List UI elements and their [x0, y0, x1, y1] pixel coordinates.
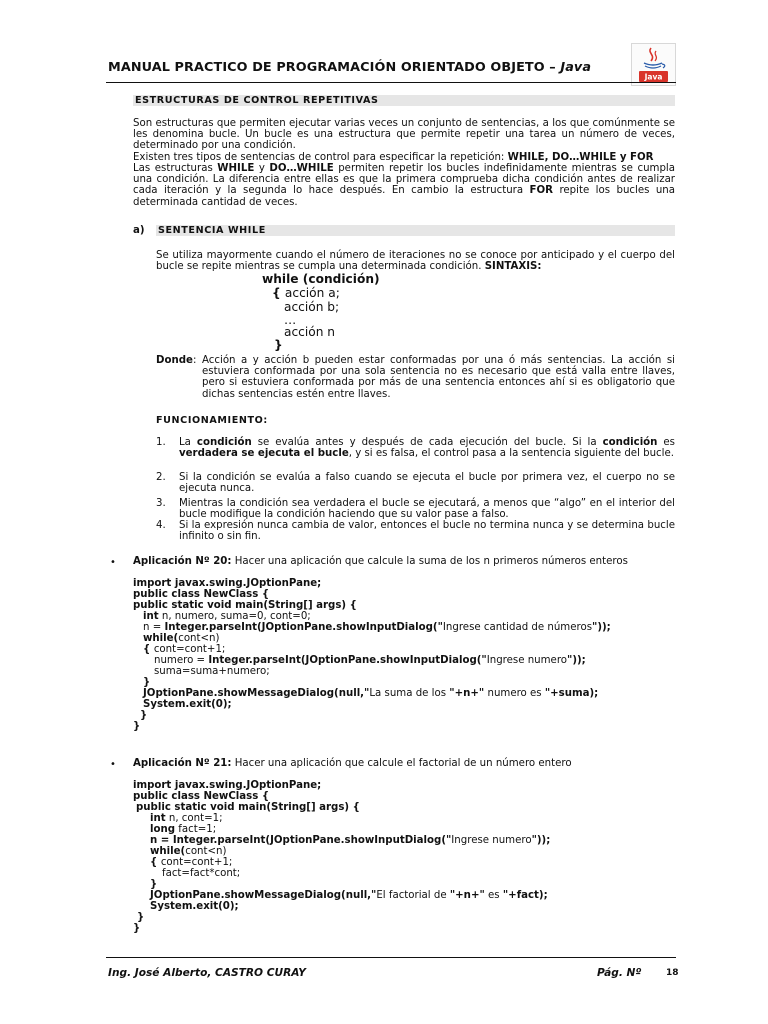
code-line: public static void main(String[] args) { [136, 802, 360, 813]
list-item-number: 1. [156, 437, 166, 448]
bullet-app-20: • [110, 557, 116, 568]
code-line: JOptionPane.showMessageDialog(null,"La suma de los "+n+" numero es "+suma); [143, 688, 599, 699]
code-line: } [133, 923, 141, 934]
code-line: } [133, 721, 141, 732]
code-line: System.exit(0); [143, 699, 232, 710]
donde-label: Donde [156, 355, 193, 366]
code-line: } [150, 879, 158, 890]
code-line: fact=fact*cont; [162, 868, 241, 879]
app-21-statement: Aplicación Nº 21: Hacer una aplicación que calcule el factorial de un número entero [133, 758, 572, 769]
code-line: numero = Integer.parseInt(JOptionPane.showInputDialog("Ingrese numero")); [154, 655, 586, 666]
code-line: public class NewClass { [133, 589, 270, 600]
donde-text: Acción a y acción b pueden estar conformadas por una ó más sentencias. La acción si estuviera conformada por una sola sentencia no es necesario que está valla entre llaves, pero si estuviera conformada por más de una sentencia entonces ahí si es obligatorio que dichas sentencias estén entre llaves. [202, 355, 675, 400]
list-item-1-text: La condición se evalúa antes y después de cada ejecución del bucle. Si la condición es verdadera se ejecuta el bucle, y si es falsa, el control pasa a la sentencia siguiente del bucle. [179, 437, 675, 460]
paragraph-intro: Son estructuras que permiten ejecutar varias veces un conjunto de sentencias, a los que comúnmente se les denomina bucle. Un bucle es una estructura que permite repetir una tarea un número de veces, determinado por una condición. [133, 118, 675, 152]
syntax-ellipsis: … [284, 313, 297, 327]
bullet-app-21: • [110, 759, 116, 770]
donde-colon: : [193, 355, 197, 366]
paragraph-while-dowhile: Las estructuras WHILE y DO…WHILE permiten repetir los bucles indefinidamente mientras se cumpla una condición. La diferencia entre ellas es que la primera comprueba dicha condición antes de realizar cada iteración y la segunda lo hace después. En cambio la estructura FOR repite los bucles una determinada cantidad de veces. [133, 163, 675, 208]
java-cup-icon [632, 44, 675, 85]
footer-author: Ing. José Alberto, CASTRO CURAY [108, 967, 306, 979]
paragraph-while-intro: Se utiliza mayormente cuando el número de iteraciones no se conoce por anticipado y el cuerpo del bucle se repite mientras se cumpla una determinada condición. SINTAXIS: [156, 250, 675, 273]
header-title-language: Java [560, 60, 592, 75]
code-line: import javax.swing.JOptionPane; [133, 578, 322, 589]
code-line: import javax.swing.JOptionPane; [133, 780, 322, 791]
footer-page-number: 18 [666, 968, 679, 978]
logo-text: Java [644, 72, 663, 82]
footer-rule [106, 957, 676, 958]
code-line: int n, cont=1; [150, 813, 223, 824]
code-line: n = Integer.parseInt(JOptionPane.showInputDialog("Ingrese numero")); [150, 835, 551, 846]
code-line: n = Integer.parseInt(JOptionPane.showInputDialog("Ingrese cantidad de números")); [143, 622, 611, 633]
syntax-close-brace: } [274, 338, 283, 352]
code-line: long fact=1; [150, 824, 217, 835]
code-line: while(cont<n) [150, 846, 227, 857]
list-item-3-text: Mientras la condición sea verdadera el bucle se ejecutará, a menos que “algo” en el interior del bucle modifique la condición haciendo que su valor pase a falso. [179, 498, 675, 521]
syntax-action-a: { acción a; [272, 286, 340, 300]
page-header-title [108, 60, 591, 75]
section-letter: a) [133, 225, 145, 236]
funcionamiento-heading: FUNCIONAMIENTO: [156, 415, 268, 426]
code-line: System.exit(0); [150, 901, 239, 912]
section-heading-while: SENTENCIA WHILE [156, 225, 675, 236]
code-line: JOptionPane.showMessageDialog(null,"El factorial de "+n+" es "+fact); [150, 890, 548, 901]
code-line: } [140, 710, 148, 721]
list-item-2-text: Si la condición se evalúa a falso cuando se ejecuta el bucle por primera vez, el cuerpo no se ejecuta nunca. [179, 472, 675, 495]
section-heading-repetitive: ESTRUCTURAS DE CONTROL REPETITIVAS [133, 95, 675, 106]
code-line: { cont=cont+1; [150, 857, 233, 868]
code-line: { cont=cont+1; [143, 644, 226, 655]
footer-page-label: Pág. Nº [597, 967, 642, 979]
code-line: public class NewClass { [133, 791, 270, 802]
syntax-action-b: acción b; [284, 300, 340, 314]
syntax-while-line: while (condición) [262, 272, 380, 286]
code-line: } [143, 677, 151, 688]
paragraph-types: Existen tres tipos de sentencias de control para especificar la repetición: WHILE, DO…WHILE y FOR [133, 152, 654, 163]
java-logo [631, 43, 676, 86]
code-line: suma=suma+numero; [154, 666, 270, 677]
code-line: public static void main(String[] args) { [133, 600, 357, 611]
syntax-action-n: acción n [284, 325, 336, 339]
list-item-4-text: Si la expresión nunca cambia de valor, entonces el bucle no termina nunca y se determina bucle infinito o sin fin. [179, 520, 675, 543]
code-line: int n, numero, suma=0, cont=0; [143, 611, 311, 622]
code-line: } [137, 912, 145, 923]
list-item-number: 2. [156, 472, 166, 483]
list-item-number: 4. [156, 520, 166, 531]
app-20-statement: Aplicación Nº 20: Hacer una aplicación que calcule la suma de los n primeros números enteros [133, 556, 628, 567]
header-title-text: MANUAL PRACTICO DE PROGRAMACIÓN ORIENTADO OBJETO – [108, 60, 561, 75]
code-line: while(cont<n) [143, 633, 220, 644]
header-rule [106, 82, 676, 83]
list-item-number: 3. [156, 498, 166, 509]
